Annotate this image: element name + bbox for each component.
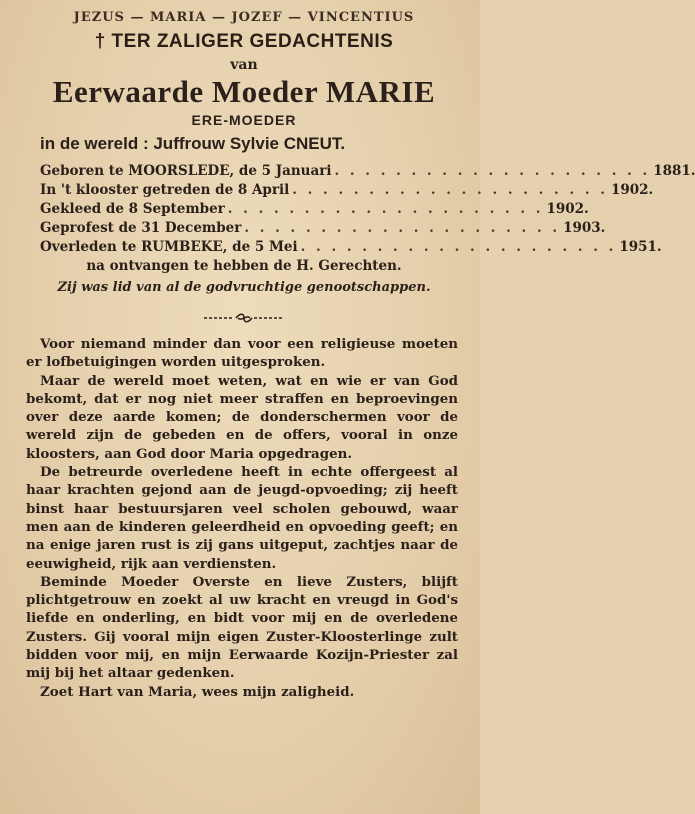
paragraph-4-text-b: zult bidden voor mij, en mijn bbox=[26, 628, 458, 664]
van-label: van bbox=[230, 57, 258, 73]
address-bold: Beminde Moeder Overste en lieve Zusters, bbox=[40, 573, 408, 590]
date-label: Gekleed de 8 September bbox=[40, 201, 225, 217]
date-year: 1951. bbox=[619, 239, 662, 255]
deceased-title: ERE-MOEDER bbox=[191, 112, 297, 128]
date-year: 1902. bbox=[546, 201, 589, 217]
date-year: 1881. bbox=[653, 163, 695, 179]
paragraph-4-text-a: blijft plichtgetrouw en zoekt al uw kracht en vreugd in God's liefde en onderling, en bidt voor mij en de overledene Zusters. Gij vooral mijn eigen bbox=[26, 573, 458, 645]
memorial-text bbox=[26, 335, 458, 701]
ornament-icon bbox=[204, 312, 284, 324]
paragraph-4 bbox=[26, 573, 458, 683]
date-year: 1902. bbox=[610, 182, 654, 198]
date-label: Overleden te RUMBEKE, de 5 Mei bbox=[40, 239, 298, 255]
priest-bold: Eerwaarde Kozijn-Priester bbox=[228, 647, 430, 664]
date-row-entry bbox=[40, 181, 654, 200]
paragraph-1: Voor niemand minder dan voor een religieuse moeten er lofbetuigingen worden uitgesproken. bbox=[26, 336, 458, 371]
closing-prayer: Zoet Hart van Maria, wees mijn zaligheid. bbox=[40, 683, 355, 700]
paragraph-2: Maar de wereld moet weten, wat en wie er van God bekomt, dat er nog niet meer straffen en beproevingen over deze aarde komen; de donderschermen voor de wereld zijn de gebeden en de offers, vooral in onze kloosters, aan God door Maria opgedragen. bbox=[26, 372, 458, 462]
date-label: Geprofest de 31 December bbox=[40, 220, 242, 236]
date-row-clothed bbox=[40, 200, 589, 219]
worldly-name: in de wereld : Juffrouw Sylvie CNEUT. bbox=[40, 134, 346, 153]
divider-ornament bbox=[26, 309, 462, 321]
deceased-name: Eerwaarde Moeder MARIE bbox=[52, 74, 436, 109]
leader-dots: . . . . . . . . . . . . . . . . . . . . . bbox=[300, 239, 617, 255]
dates-list bbox=[40, 162, 695, 257]
leader-dots: . . . . . . . . . . . . . . . . . . . . . bbox=[227, 201, 544, 217]
membership-line: Zij was lid van al de godvruchtige genootschappen. bbox=[57, 280, 431, 295]
date-row-death bbox=[40, 238, 662, 257]
leader-dots: . . . . . . . . . . . . . . . . . . . . . bbox=[334, 163, 651, 179]
paragraph-4-text-c: zal mij bij het altaar gedenken. bbox=[26, 647, 459, 682]
date-year: 1903. bbox=[563, 220, 606, 236]
sister-bold: Zuster-Kloosterlinge bbox=[266, 628, 423, 645]
date-label: In 't klooster getreden de 8 April bbox=[40, 182, 290, 198]
leader-dots: . . . . . . . . . . . . . . . . . . . . . bbox=[292, 182, 608, 198]
invocation: JEZUS — MARIA — JOZEF — VINCENTIUS bbox=[73, 10, 415, 25]
date-label: Geboren te MOORSLEDE, de 5 Januari bbox=[40, 163, 332, 179]
date-row-profession bbox=[40, 219, 606, 238]
paragraph-3: De betreurde overledene heeft in echte offergeest al haar krachten gejond aan de jeugd-opvoeding; zij heeft binst haar bestuursjaren veel scholen gebouwd, waar men aan de kinderen geleerdheid en opvoeding geeft; en na enige jaren rust is zij gans uitgeput, zachtjes naar de eeuwigheid, rijk aan verdiensten. bbox=[26, 464, 458, 572]
leader-dots: . . . . . . . . . . . . . . . . . . . . . bbox=[244, 220, 561, 236]
memorial-title: † TER ZALIGER GEDACHTENIS bbox=[94, 31, 394, 52]
date-row-birth bbox=[40, 162, 695, 181]
sacraments-line: na ontvangen te hebben de H. Gerechten. bbox=[86, 258, 402, 274]
